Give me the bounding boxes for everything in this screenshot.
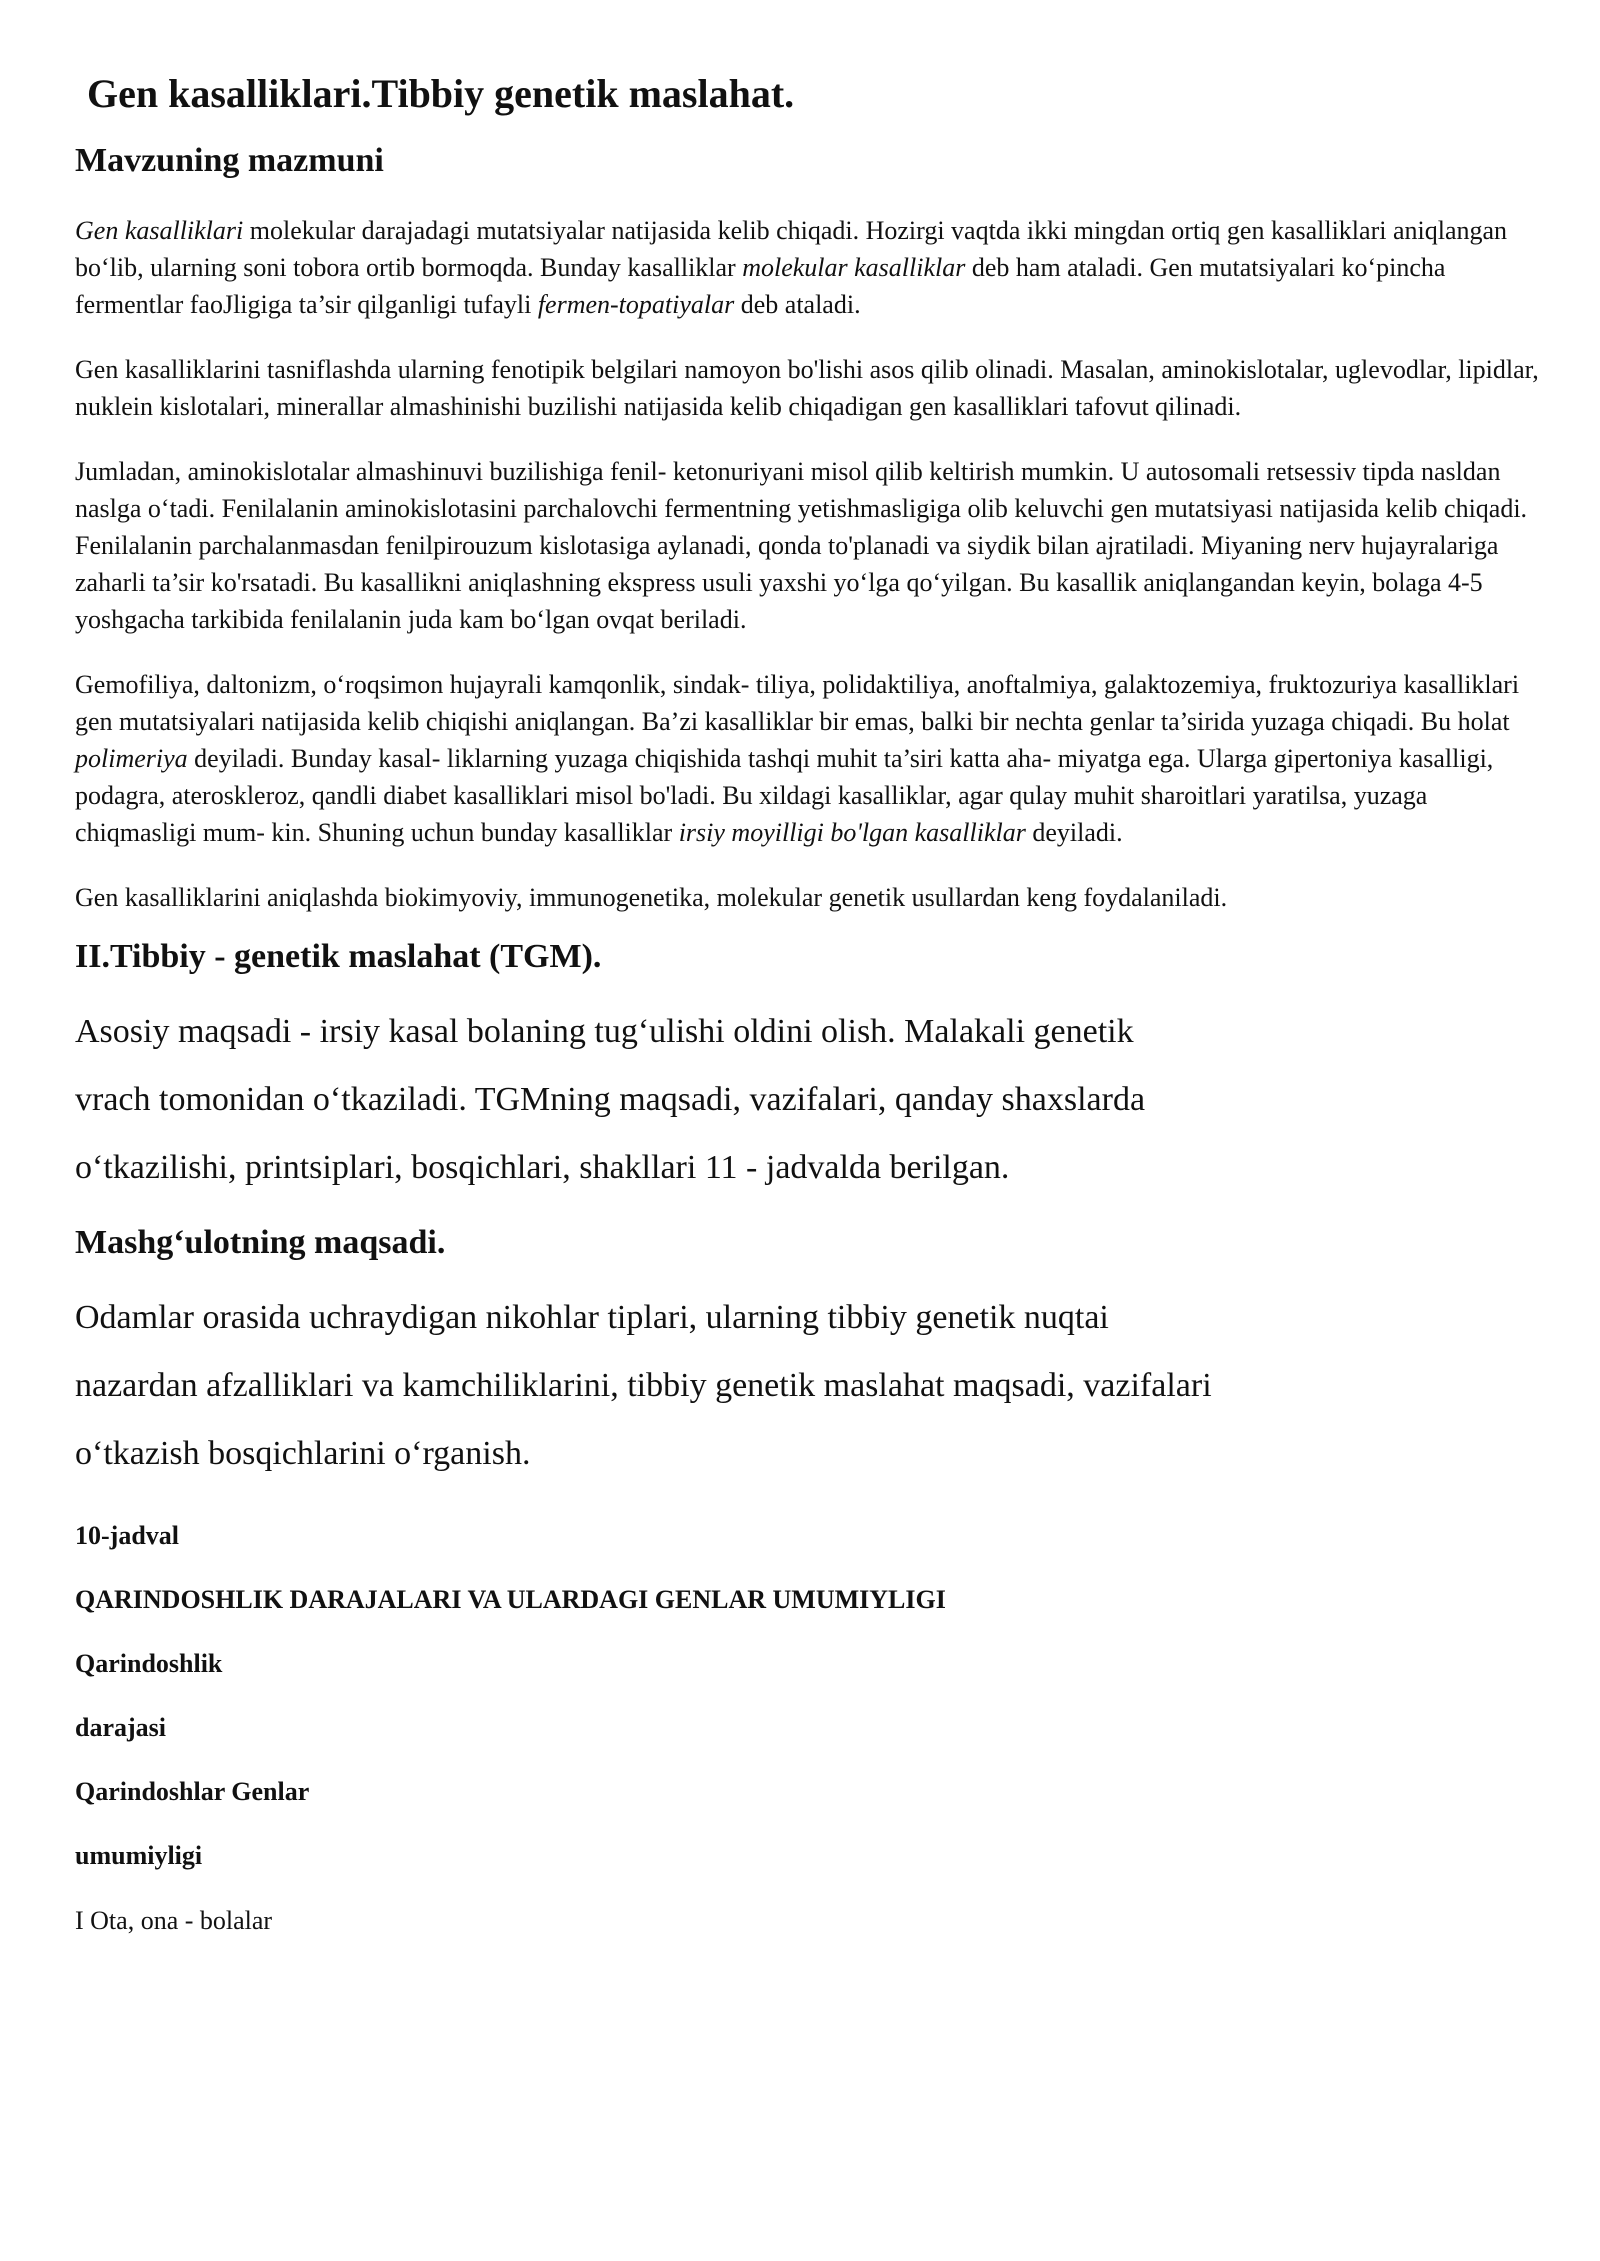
section-heading-maqsad: Mashg‘ulotning maqsadi. — [75, 1224, 446, 1261]
table-header-2: darajasi — [75, 1713, 166, 1742]
paragraph-5: Gen kasalliklarini aniqlashda biokimyoviy, immunogenetika, molekular genetik usullardan keng foydalaniladi. — [75, 883, 1228, 912]
text-run: Gemofiliya, daltonizm, o‘roqsimon hujayrali kamqonlik, sindak- tiliya, polidaktiliya, anoftalmiya, galaktozemiya, fruktozuriya kasalliklari gen mutatsiyalari natijasida kelib chiqishi aniqlangan. Ba’zi kasalliklar bir emas, balki bir nechta genlar ta’sirida yuzaga chiqadi. Bu holat — [75, 670, 1520, 736]
text-run: deb ham ataladi. Gen mutatsiyalari ko‘pincha fermentlar faoJligiga ta’sir qilganligi tufayli — [75, 253, 1446, 319]
paragraph-3: Jumladan, aminokislotalar almashinuvi buzilishiga fenil- ketonuriyani misol qilib keltirish mumkin. U autosomali retsessiv tipda nasldan naslga o‘tadi. Fenilalanin aminokislotasini parchalovchi fermentning yetishmasligiga olib keluvchi gen mutatsiyasi natijasida kelib chiqadi. Fenilalanin parchalanmasdan fenilpirouzum kislotasiga aylanadi, qonda to'planadi va siydik bilan ajratiladi. Miyaning nerv hujayralariga zaharli ta’sir ko'rsatadi. Bu kasallikni aniqlashning ekspress usuli yaxshi yo‘lga qo‘yilgan. Bu kasallik aniqlangandan keyin, bolaga 4-5 yoshgacha tarkibida fenilalanin juda kam bo‘lgan ovqat beriladi. — [75, 457, 1528, 634]
section-heading-mavzu: Mavzuning mazmuni — [75, 142, 384, 179]
paragraph-4 — [75, 666, 1545, 851]
italic-term: molekular kasalliklar — [742, 253, 966, 282]
italic-term: fermen-topatiyalar — [537, 290, 735, 319]
tgm-line: vrach tomonidan o‘tkaziladi. TGMning maqsadi, vazifalari, qanday shaxslarda — [75, 1081, 1146, 1118]
maqsad-line: o‘tkazish bosqichlarini o‘rganish. — [75, 1435, 531, 1472]
table-label: 10-jadval — [75, 1521, 179, 1550]
italic-term: Gen kasalliklari — [75, 216, 244, 245]
text-run: deb ataladi. — [734, 290, 861, 319]
maqsad-line: Odamlar orasida uchraydigan nikohlar tiplari, ularning tibbiy genetik nuqtai — [75, 1299, 1109, 1336]
text-run: deyiladi. — [1025, 818, 1123, 847]
italic-term: polimeriya — [75, 744, 188, 773]
document-page — [75, 70, 1545, 1939]
section-heading-tgm: II.Tibbiy - genetik maslahat (TGM). — [75, 938, 602, 975]
text-run: molekular darajadagi mutatsiyalar natijasida kelib chiqadi. Hozirgi vaqtda ikki mingdan ortiq gen kasalliklari aniqlangan bo‘lib, ularning soni tobora ortib bormoqda. Bunday kasalliklar — [75, 216, 1508, 282]
tgm-line: Asosiy maqsadi - irsiy kasal bolaning tug‘ulishi oldini olish. Malakali genetik — [75, 1013, 1134, 1050]
maqsad-line: nazardan afzalliklari va kamchiliklarini, tibbiy genetik maslahat maqsadi, vazifalari — [75, 1367, 1212, 1404]
page-title: Gen kasalliklari.Tibbiy genetik maslahat. — [87, 71, 795, 116]
tgm-line: o‘tkazilishi, printsiplari, bosqichlari, shakllari 11 - jadvalda berilgan. — [75, 1149, 1010, 1186]
table-header-1: Qarindoshlik — [75, 1649, 223, 1678]
paragraph-1 — [75, 212, 1545, 323]
text-run: deyiladi. Bunday kasal- liklarning yuzaga chiqishida tashqi muhit ta’siri katta aha- miyatga ega. Ularga gipertoniya kasalligi, podagra, ateroskleroz, qandli diabet kasalliklari misol bo'ladi. Bu xildagi kasalliklar, agar qulay muhit sharoitlari yaratilsa, yuzaga chiqmasligi mum- kin. Shuning uchun bunday kasalliklar — [75, 744, 1494, 847]
table-row: I Ota, ona - bolalar — [75, 1906, 273, 1935]
paragraph-2: Gen kasalliklarini tasniflashda ularning fenotipik belgilari namoyon bo'lishi asos qilib olinadi. Masalan, aminokislotalar, uglevodlar, lipidlar, nuklein kislotalari, minerallar almashinishi buzilishi natijasida kelib chiqadigan gen kasalliklari tafovut qilinadi. — [75, 355, 1539, 421]
table-header-4: umumiyligi — [75, 1841, 203, 1870]
maqsad-text-block — [75, 1284, 1545, 1488]
italic-term: irsiy moyilligi bo'lgan kasalliklar — [678, 818, 1026, 847]
tgm-text-block — [75, 998, 1545, 1202]
table-header-3: Qarindoshlar Genlar — [75, 1777, 310, 1806]
table-title: QARINDOSHLIK DARAJALARI VA ULARDAGI GENLAR UMUMIYLIGI — [75, 1585, 946, 1614]
